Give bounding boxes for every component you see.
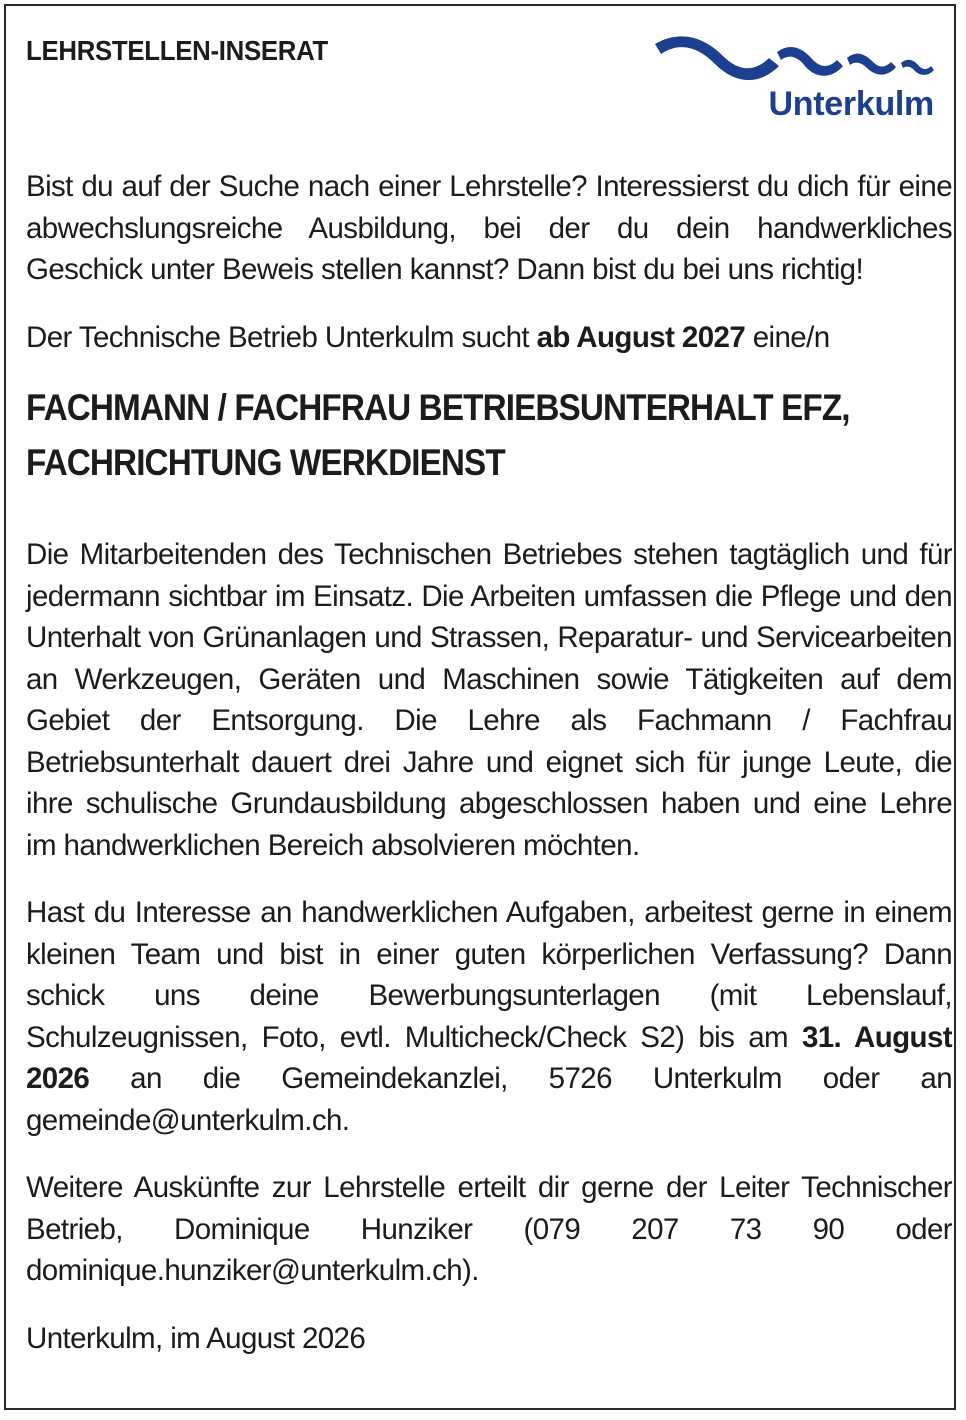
ad-kicker: LEHRSTELLEN-INSERAT xyxy=(26,35,328,66)
position-title xyxy=(26,380,859,490)
position-title-line2: FACHRICHTUNG WERKDIENST xyxy=(26,442,505,483)
ad-content xyxy=(26,30,952,1359)
logo-wordmark: Unterkulm xyxy=(768,85,934,123)
ad-frame xyxy=(4,4,956,1410)
intro-paragraph: Bist du auf der Suche nach einer Lehrstelle? Interessierst du dich für eine abwechslungsreiche Ausbildung, bei der du dein handwerkliches Geschick unter Beweis stellen kannst? Dann bist du bei uns richtig! xyxy=(26,170,952,286)
search-paragraph xyxy=(26,317,952,359)
start-date: ab August 2027 xyxy=(536,320,746,354)
position-title-line1: FACHMANN / FACHFRAU BETRIEBSUNTERHALT EFZ, xyxy=(26,387,850,428)
contact-paragraph: Weitere Auskünfte zur Lehrstelle erteilt dir gerne der Leiter Technischer Betrieb, Dominique Hunziker (079 207 73 90 oder dominique.hunziker@unterkulm.ch). xyxy=(26,1171,952,1287)
search-suffix: eine/n xyxy=(745,320,830,354)
application-deadline: 31. August 2026 xyxy=(26,1020,952,1095)
description-paragraph: Die Mitarbeitenden des Technischen Betriebes stehen tagtäglich und für jedermann sichtbar im Einsatz. Die Arbeiten umfassen die Pflege und den Unterhalt von Grünanlagen und Strassen, Reparatur- und Servicearbeiten an Werkzeugen, Geräten und Maschinen sowie Tätigkeiten auf dem Gebiet der Entsorgung. Die Lehre als Fachmann / Fachfrau Betriebsunterhalt dauert drei Jahre und eignet sich für junge Leute, die ihre schulische Grundausbildung abgeschlossen haben und eine Lehre im handwerklichen Bereich absolvieren möchten. xyxy=(26,538,952,862)
application-text: Hast du Interesse an handwerklichen Aufgaben, arbeitest gerne in einem kleinen Team und bist in einer guten körperlichen Verfassung? Dann schick uns deine Bewerbungsunterlagen (mit Lebenslauf, Schulzeugnissen, Foto, evtl. Multicheck/Check S2) bis am xyxy=(26,896,952,1054)
place-date: Unterkulm, im August 2026 xyxy=(26,1321,366,1355)
application-address: an die Gemeindekanzlei, 5726 Unterkulm oder an gemeinde@unterkulm.ch. xyxy=(26,1062,952,1137)
application-paragraph xyxy=(26,892,952,1141)
search-text: Der Technische Betrieb Unterkulm sucht xyxy=(26,320,537,354)
